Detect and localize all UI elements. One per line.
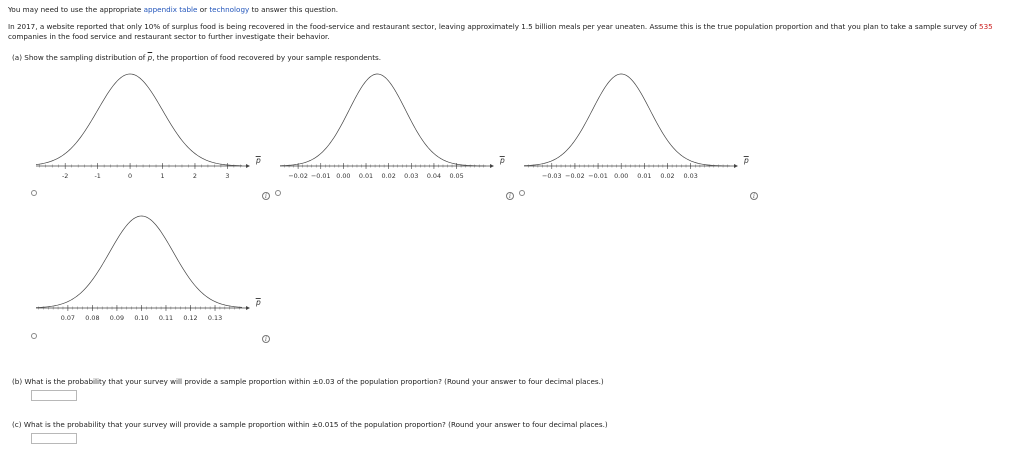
p-bar-symbol: $\overline{p}$ bbox=[147, 53, 153, 62]
tick-label: −0.02 bbox=[565, 172, 585, 180]
axis-label-p-bar: p bbox=[744, 156, 749, 165]
info-icon[interactable]: i bbox=[506, 192, 514, 200]
part-c-question: (c) What is the probability that your survey will provide a sample proportion within ±0.015 of the population proportion? (Round your answer to four decimal places.) bbox=[12, 420, 608, 429]
part-b-answer-input[interactable] bbox=[31, 390, 77, 401]
tick-label: 0.02 bbox=[660, 172, 675, 180]
tick-label: 0.02 bbox=[381, 172, 396, 180]
technology-link[interactable]: technology bbox=[209, 5, 250, 14]
tick-label: 0.00 bbox=[336, 172, 351, 180]
part-b-question: (b) What is the probability that your survey will provide a sample proportion within ±0.03 of the population proportion? (Round your answer to four decimal places.) bbox=[12, 377, 604, 386]
tick-label: −0.01 bbox=[310, 172, 331, 180]
tick-label: 0.12 bbox=[183, 314, 198, 322]
distribution-graph-option-3 bbox=[524, 70, 754, 188]
tick-label: 0.11 bbox=[158, 314, 174, 322]
axis-label-p-bar: p bbox=[500, 156, 505, 165]
tick-label: 0.09 bbox=[109, 314, 125, 322]
statement-text: In 2017, a website reported that only 10% of surplus food is being recovered in the food-service and restaurant sector, leaving approximately 1.5 billion meals per year uneaten. Assume this is the true population proportion and that you plan to take a sample survey of bbox=[8, 22, 980, 31]
tick-label: 0.10 bbox=[134, 314, 149, 322]
x-axis-arrow bbox=[246, 306, 250, 310]
tick-label: 1 bbox=[160, 172, 165, 180]
tick-label: −0.02 bbox=[288, 172, 308, 180]
sample-size-value: 535 bbox=[979, 22, 993, 31]
distribution-graph-option-1 bbox=[36, 70, 266, 188]
info-icon[interactable]: i bbox=[262, 192, 270, 200]
axis-label-p-bar: p bbox=[256, 156, 261, 165]
tick-label: 0.07 bbox=[60, 314, 75, 322]
tick-label: 0.01 bbox=[637, 172, 652, 180]
normal-curve bbox=[36, 216, 242, 308]
instruction-note bbox=[8, 5, 338, 15]
part-a-question bbox=[12, 53, 381, 63]
tick-label: 0.01 bbox=[358, 172, 374, 180]
tick-label: 0.08 bbox=[85, 314, 100, 322]
graph-option-1-radio[interactable] bbox=[31, 190, 37, 196]
part-a-text: , the proportion of food recovered by your sample respondents. bbox=[152, 53, 382, 62]
tick-label: -2 bbox=[62, 172, 69, 180]
normal-curve bbox=[524, 74, 730, 166]
x-axis-arrow bbox=[734, 164, 738, 168]
part-c-answer-input[interactable] bbox=[31, 433, 77, 444]
tick-label: 0.04 bbox=[426, 172, 442, 180]
appendix-table-link[interactable]: appendix table bbox=[143, 5, 198, 14]
part-a-text: (a) Show the sampling distribution of bbox=[12, 53, 148, 62]
tick-label: −0.03 bbox=[541, 172, 562, 180]
note-text: to answer this question. bbox=[249, 5, 339, 14]
normal-curve bbox=[36, 74, 242, 166]
tick-label: 0.03 bbox=[404, 172, 419, 180]
note-text: You may need to use the appropriate bbox=[8, 5, 144, 14]
problem-statement bbox=[8, 22, 1018, 42]
info-icon[interactable]: i bbox=[750, 192, 758, 200]
tick-label: 2 bbox=[192, 172, 197, 180]
note-text: or bbox=[197, 5, 210, 14]
graph-option-4-radio[interactable] bbox=[31, 333, 37, 339]
graph-option-3-radio[interactable] bbox=[519, 190, 525, 196]
tick-label: 0.03 bbox=[683, 172, 698, 180]
graph-option-2-radio[interactable] bbox=[275, 190, 281, 196]
distribution-graph-option-4 bbox=[36, 212, 266, 330]
tick-label: 0.13 bbox=[207, 314, 223, 322]
tick-label: 3 bbox=[225, 172, 230, 180]
x-axis-arrow bbox=[246, 164, 250, 168]
axis-label-p-bar: p bbox=[256, 298, 261, 307]
x-axis-arrow bbox=[490, 164, 494, 168]
normal-curve bbox=[280, 74, 486, 166]
statement-text: companies in the food service and restaurant sector to further investigate their behavior. bbox=[8, 32, 330, 41]
tick-label: 0.00 bbox=[614, 172, 629, 180]
info-icon[interactable]: i bbox=[262, 335, 270, 343]
tick-label: −0.01 bbox=[588, 172, 608, 180]
tick-label: 0 bbox=[128, 172, 133, 180]
tick-label: -1 bbox=[94, 172, 101, 180]
distribution-graph-option-2 bbox=[280, 70, 510, 188]
tick-label: 0.05 bbox=[449, 172, 464, 180]
